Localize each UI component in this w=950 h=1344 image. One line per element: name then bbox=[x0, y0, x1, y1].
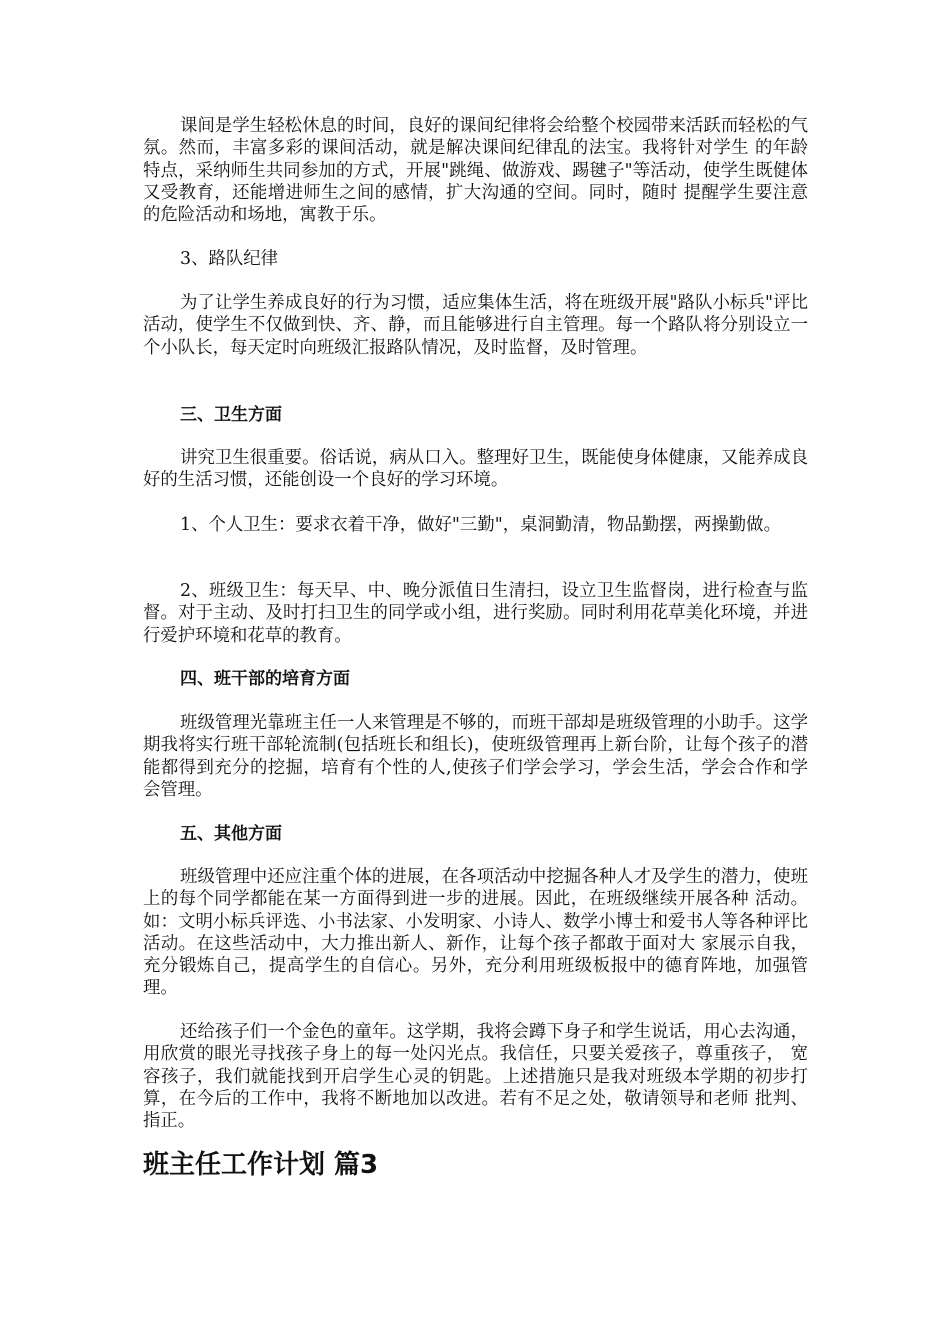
heading-other: 五、其他方面 bbox=[180, 824, 282, 844]
heading-class-cadre: 四、班干部的培育方面 bbox=[180, 669, 350, 689]
paragraph-golden-childhood: 还给孩子们一个金色的童年。这学期，我将会蹲下身子和学生说话，用心去沟通，用欣赏的眼光寻找孩子身上的每一处闪光点。我信任，只要关爱孩子，尊重孩子， 宽容孩子，我们就能找到开启学生心灵的钥匙。上述措施只是我对班级本学期的初步打算，在今后的工作中，我将不断地加以改进。若有不足之处，敬请领导和老师 批判、指正。 bbox=[143, 1022, 808, 1132]
paragraph-recess-discipline: 课间是学生轻松休息的时间，良好的课间纪律将会给整个校园带来活跃而轻松的气氛。然而，丰富多彩的课间活动，就是解决课间纪律乱的法宝。我将针对学生 的年龄特点，采纳师生共同参加的方式，开展"跳绳、做游戏、踢毽子"等活动，使学生既健体又受教育，还能增进师生之间的感情，扩大沟通的空间。同时，随时 提醒学生要注意的危险活动和场地，寓教于乐。 bbox=[143, 116, 808, 226]
subheading-queue-discipline: 3、路队纪律 bbox=[180, 249, 279, 269]
paragraph-personal-hygiene: 1、个人卫生：要求衣着干净，做好"三勤"，桌洞勤清，物品勤摆，两操勤做。 bbox=[180, 515, 781, 535]
paragraph-hygiene-intro: 讲究卫生很重要。俗话说，病从口入。整理好卫生，既能使身体健康，又能养成良好的生活习惯，还能创设一个良好的学习环境。 bbox=[143, 448, 808, 491]
section-title: 班主任工作计划 篇3 bbox=[143, 1150, 379, 1180]
paragraph-queue-discipline: 为了让学生养成良好的行为习惯，适应集体生活，将在班级开展"路队小标兵"评比活动，使学生不仅做到快、齐、静，而且能够进行自主管理。每一个路队将分别设立一个小队长，每天定时向班级汇报路队情况，及时监督，及时管理。 bbox=[143, 293, 808, 358]
heading-hygiene: 三、卫生方面 bbox=[180, 405, 282, 425]
paragraph-other-development: 班级管理中还应注重个体的进展，在各项活动中挖掘各种人才及学生的潜力，使班上的每个同学都能在某一方面得到进一步的进展。因此，在班级继续开展各种 活动。如：文明小标兵评选、小书法家、小发明家、小诗人、数学小博士和爱书人等各种评比活动。在这些活动中，大力推出新人、新作，让每个孩子都敢于面对大 家展示自我，充分锻炼自己，提高学生的自信心。另外，充分利用班级板报中的德育阵地，加强管理。 bbox=[143, 867, 808, 999]
paragraph-class-cadre: 班级管理光靠班主任一人来管理是不够的，而班干部却是班级管理的小助手。这学期我将实行班干部轮流制(包括班长和组长)，使班级管理再上新台阶，让每个孩子的潜能都得到充分的挖掘，培育有个性的人,使孩子们学会学习，学会生活，学会合作和学会管理。 bbox=[143, 713, 808, 800]
paragraph-class-hygiene: 2、班级卫生：每天早、中、晚分派值日生清扫，设立卫生监督岗，进行检查与监督。对于主动、及时打扫卫生的同学或小组，进行奖励。同时利用花草美化环境，并进行爱护环境和花草的教育。 bbox=[143, 581, 808, 646]
